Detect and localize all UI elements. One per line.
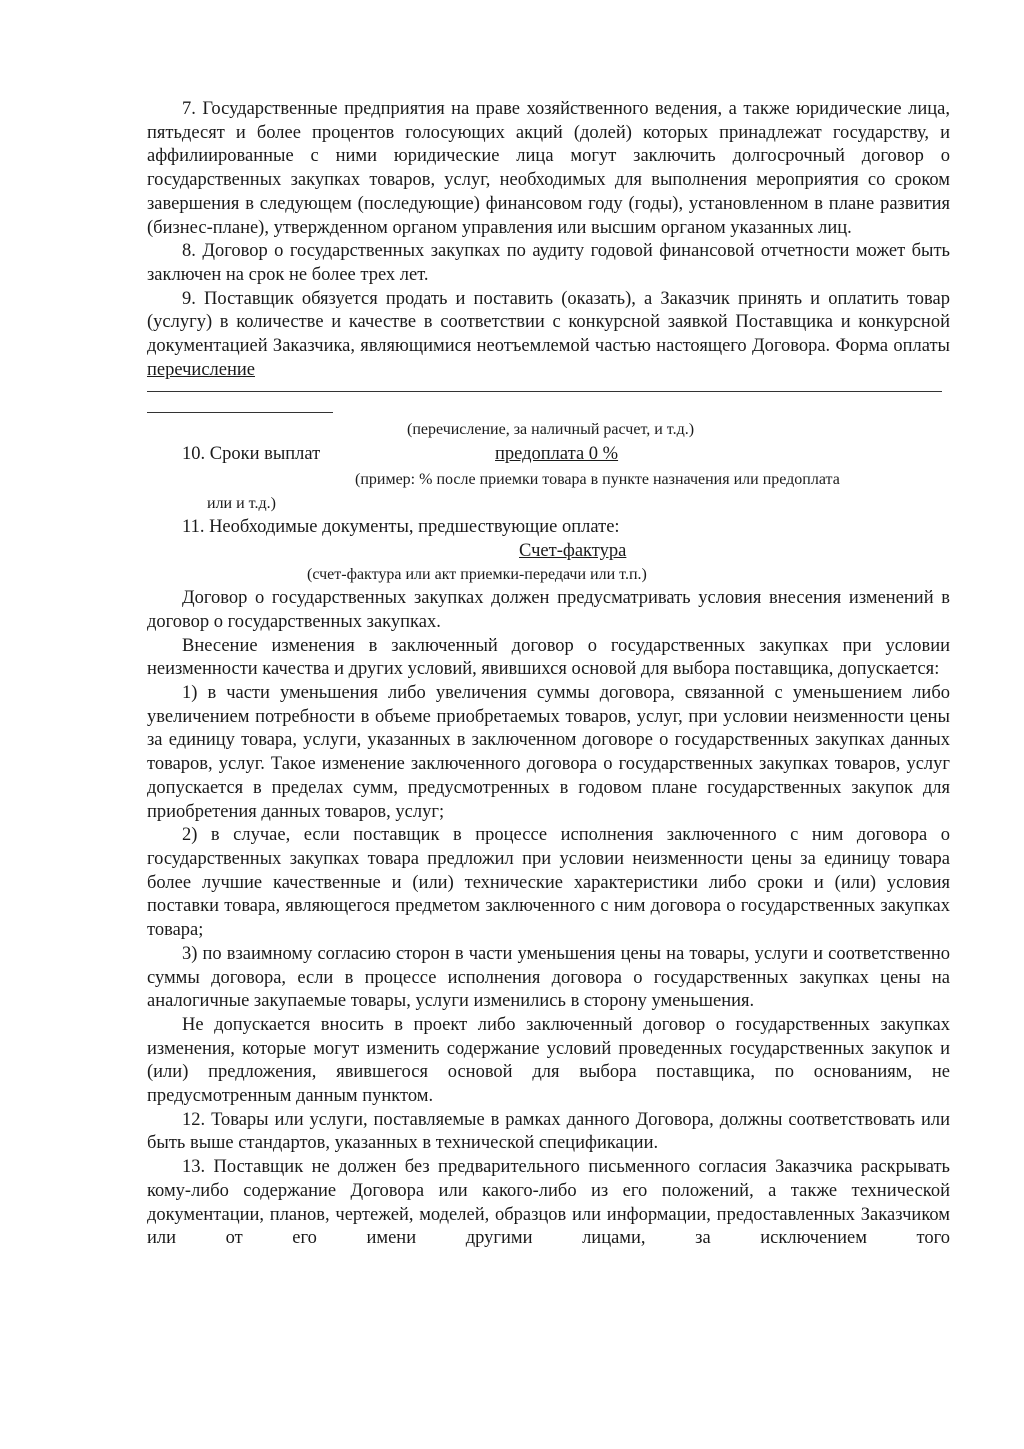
payment-form-value: перечисление xyxy=(147,359,255,380)
fill-in-line-continuation xyxy=(147,412,333,413)
change-allowed-paragraph: Внесение изменения в заключенный договор о государственных закупках при условии неизменности качества и других условий, явившихся основой для выбора поставщика, допускается: xyxy=(147,635,950,680)
document-body xyxy=(147,98,950,1251)
payment-form-hint-row xyxy=(147,419,950,443)
change-forbidden-paragraph: Не допускается вносить в проект либо заключенный договор о государственных закупках изменения, которые могут изменить содержание условий проведенных государственных закупок и (или) предложения, явившегося основой для выбора поставщика, по основаниям, не предусмотренным данным пунктом. xyxy=(147,1014,950,1107)
change-item-1: 1) в части уменьшения либо увеличения суммы договора, связанной с уменьшением либо увеличением потребности в объеме приобретаемых товаров, услуг, при условии неизменности цены за единицу товара, услуги, указанных в заключенном договоре о государственных закупках данных товаров, услуг. Такое изменение заключенного договора о государственных закупках товаров, услуг допускается в пределах сумм, предусмотренных в годовом плане государственных закупок для приобретения данных товаров, услуг; xyxy=(147,683,950,822)
payment-form-hint: (перечисление, за наличный расчет, и т.д.) xyxy=(407,421,695,439)
clause-8: 8. Договор о государственных закупках по аудиту годовой финансовой отчетности может быть заключен на срок не более трех лет. xyxy=(147,241,950,285)
change-item-2: 2) в случае, если поставщик в процессе исполнения заключенного с ним договора о государственных закупках товара предложил при условии неизменности цены за единицу товара более лучшие качественные и (или) технические характеристики либо сроки и (или) условия поставки товара, являющегося предметом заключенного с ним договора о государственных закупках товара; xyxy=(147,825,950,941)
clause-9-text: 9. Поставщик обязуется продать и поставить (оказать), а Заказчик принять и оплатить товар (услугу) в количестве и качестве в соответствии с конкурсной заявкой Поставщика и конкурсной документацией Заказчика, являющимися неотъемлемой частью настоящего Договора. Форма оплаты xyxy=(147,288,950,357)
clause-7: 7. Государственные предприятия на праве хозяйственного ведения, а также юридические лица, пятьдесят и более процентов голосующих акций (долей) которых принадлежат государству, и аффилиированные с ними юридические лица могут заключить долгосрочный договор о государственных закупках товаров, услуг, необходимых для выполнения мероприятия со сроком завершения в следующем (последующие) финансовом году (годы), установленном в плане развития (бизнес-плане), утвержденном органом управления или высшим органом указанных лиц. xyxy=(147,99,950,238)
clause-10-hint: (пример: % после приемки товара в пункте назначения или предоплата xyxy=(355,470,840,488)
clause-13: 13. Поставщик не должен без предварительного письменного согласия Заказчика раскрывать кому-либо содержание Договора или какого-либо из его положений, а также технической документации, планов, чертежей, моделей, образцов или информации, предоставленных Заказчиком или от его имени другими лицами, за исключением того xyxy=(147,1157,950,1249)
clause-11-label: 11. Необходимые документы, предшествующие оплате: xyxy=(182,517,620,538)
clause-11-hint-row xyxy=(147,564,950,588)
clause-11-row xyxy=(147,516,950,540)
change-item-3: 3) по взаимному согласию сторон в части уменьшения цены на товары, услуги и соответственно суммы договора, если в процессе исполнения договора о государственных закупках цены на аналогичные закупаемые товары, услуги изменились в сторону уменьшения. xyxy=(147,943,950,1012)
clause-9 xyxy=(147,288,950,383)
change-intro-paragraph: Договор о государственных закупках должен предусматривать условия внесения изменений в договор о государственных закупках. xyxy=(147,588,950,632)
clause-10-hint-row xyxy=(147,469,950,493)
clause-10-row xyxy=(147,443,950,467)
clause-10-label: 10. Сроки выплат xyxy=(182,444,321,465)
required-document-value: Счет-фактура xyxy=(519,540,627,561)
clause-12: 12. Товары или услуги, поставляемые в рамках данного Договора, должны соответствовать или быть выше стандартов, указанных в технической спецификации. xyxy=(147,1109,950,1154)
clause-11-value-row xyxy=(147,540,950,564)
clause-10-hint-row-2 xyxy=(147,493,950,517)
fill-in-line xyxy=(147,391,942,392)
clause-11-hint: (счет-фактура или акт приемки-передачи или т.п.) xyxy=(307,565,647,583)
clause-10-hint-continuation: или и т.д.) xyxy=(207,494,276,512)
payment-terms-value: предоплата 0 % xyxy=(495,444,619,465)
